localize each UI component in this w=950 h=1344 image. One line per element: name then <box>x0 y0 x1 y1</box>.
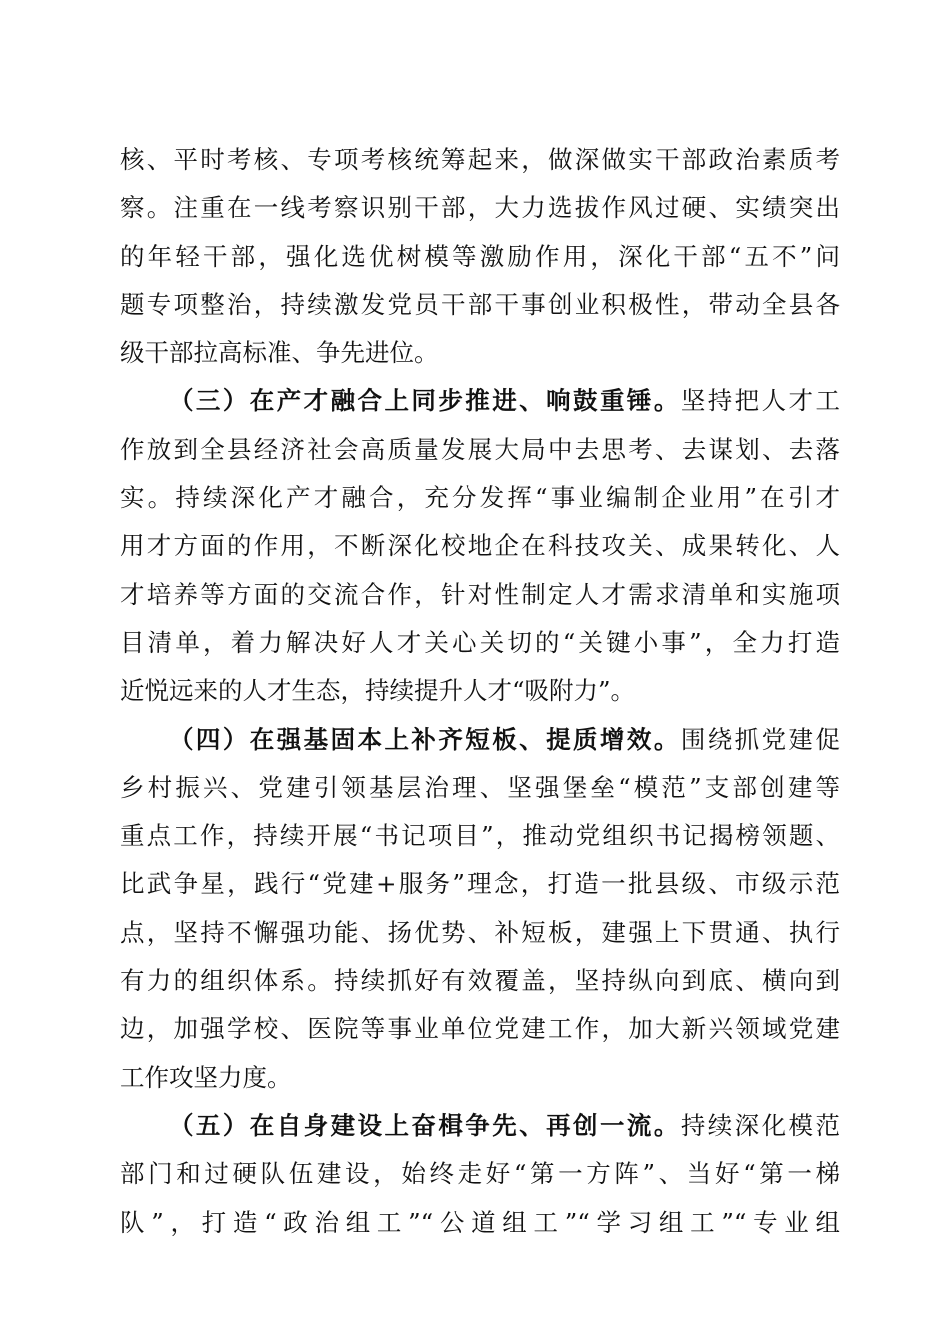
text-line: 比武争星，践行“党建+服务”理念，打造一批县级、市级示范 <box>120 869 840 899</box>
text-line: 的年轻干部，强化选优树模等激励作用，深化干部“五不”问 <box>120 241 840 271</box>
section-heading: （三）在产才融合上同步推进、响鼓重锤。 <box>169 386 681 416</box>
text-line: 级干部拉高标准、争先进位。 <box>120 338 439 368</box>
text-line: 题专项整治，持续激发党员干部干事创业积极性，带动全县各 <box>120 289 840 319</box>
paragraph-first-line <box>120 377 840 425</box>
section-heading: （五）在自身建设上奋楫争先、再创一流。 <box>169 1110 681 1140</box>
text-line: 近悦远来的人才生态，持续提升人才“吸附力”。 <box>120 676 636 706</box>
text-run: 围绕抓党建促 <box>680 724 840 754</box>
text-line: 工作攻坚力度。 <box>120 1062 292 1092</box>
text-line: 点，坚持不懈强功能、扬优势、补短板，建强上下贯通、执行 <box>120 917 840 947</box>
text-line: 才培养等方面的交流合作，针对性制定人才需求清单和实施项 <box>120 579 840 609</box>
text-line: 用才方面的作用，不断深化校地企在科技攻关、成果转化、人 <box>120 531 840 561</box>
section-heading: （四）在强基固本上补齐短板、提质增效。 <box>169 724 681 754</box>
text-line: 核、平时考核、专项考核统筹起来，做深做实干部政治素质考 <box>120 145 840 174</box>
paragraph-first-line <box>120 716 840 764</box>
document-body <box>120 136 840 1247</box>
paragraph <box>120 136 840 377</box>
text-line: 部门和过硬队伍建设，始终走好“第一方阵”、当好“第一梯 <box>120 1159 840 1189</box>
paragraph <box>120 377 840 715</box>
text-line: 乡村振兴、党建引领基层治理、坚强堡垒“模范”支部创建等 <box>120 772 840 802</box>
paragraph-first-line <box>120 1102 840 1150</box>
text-line: 作放到全县经济社会高质量发展大局中去思考、去谋划、去落 <box>120 434 840 464</box>
text-line: 队”，打造“政治组工”“公道组工”“学习组工”“专业组 <box>120 1207 840 1237</box>
text-line: 察。注重在一线考察识别干部，大力选拔作风过硬、实绩突出 <box>120 193 840 223</box>
text-run: 坚持把人才工 <box>680 386 840 416</box>
text-line: 边，加强学校、医院等事业单位党建工作，加大新兴领域党建 <box>120 1014 840 1044</box>
text-line: 有力的组织体系。持续抓好有效覆盖，坚持纵向到底、横向到 <box>120 966 840 996</box>
text-line: 实。持续深化产才融合，充分发挥“事业编制企业用”在引才 <box>120 483 840 513</box>
paragraph <box>120 1102 840 1247</box>
text-line: 目清单，着力解决好人才关心关切的“关键小事”，全力打造 <box>120 627 840 657</box>
text-line: 重点工作，持续开展“书记项目”，推动党组织书记揭榜领题、 <box>120 821 840 851</box>
text-run: 持续深化模范 <box>680 1110 840 1140</box>
paragraph <box>120 716 840 1102</box>
